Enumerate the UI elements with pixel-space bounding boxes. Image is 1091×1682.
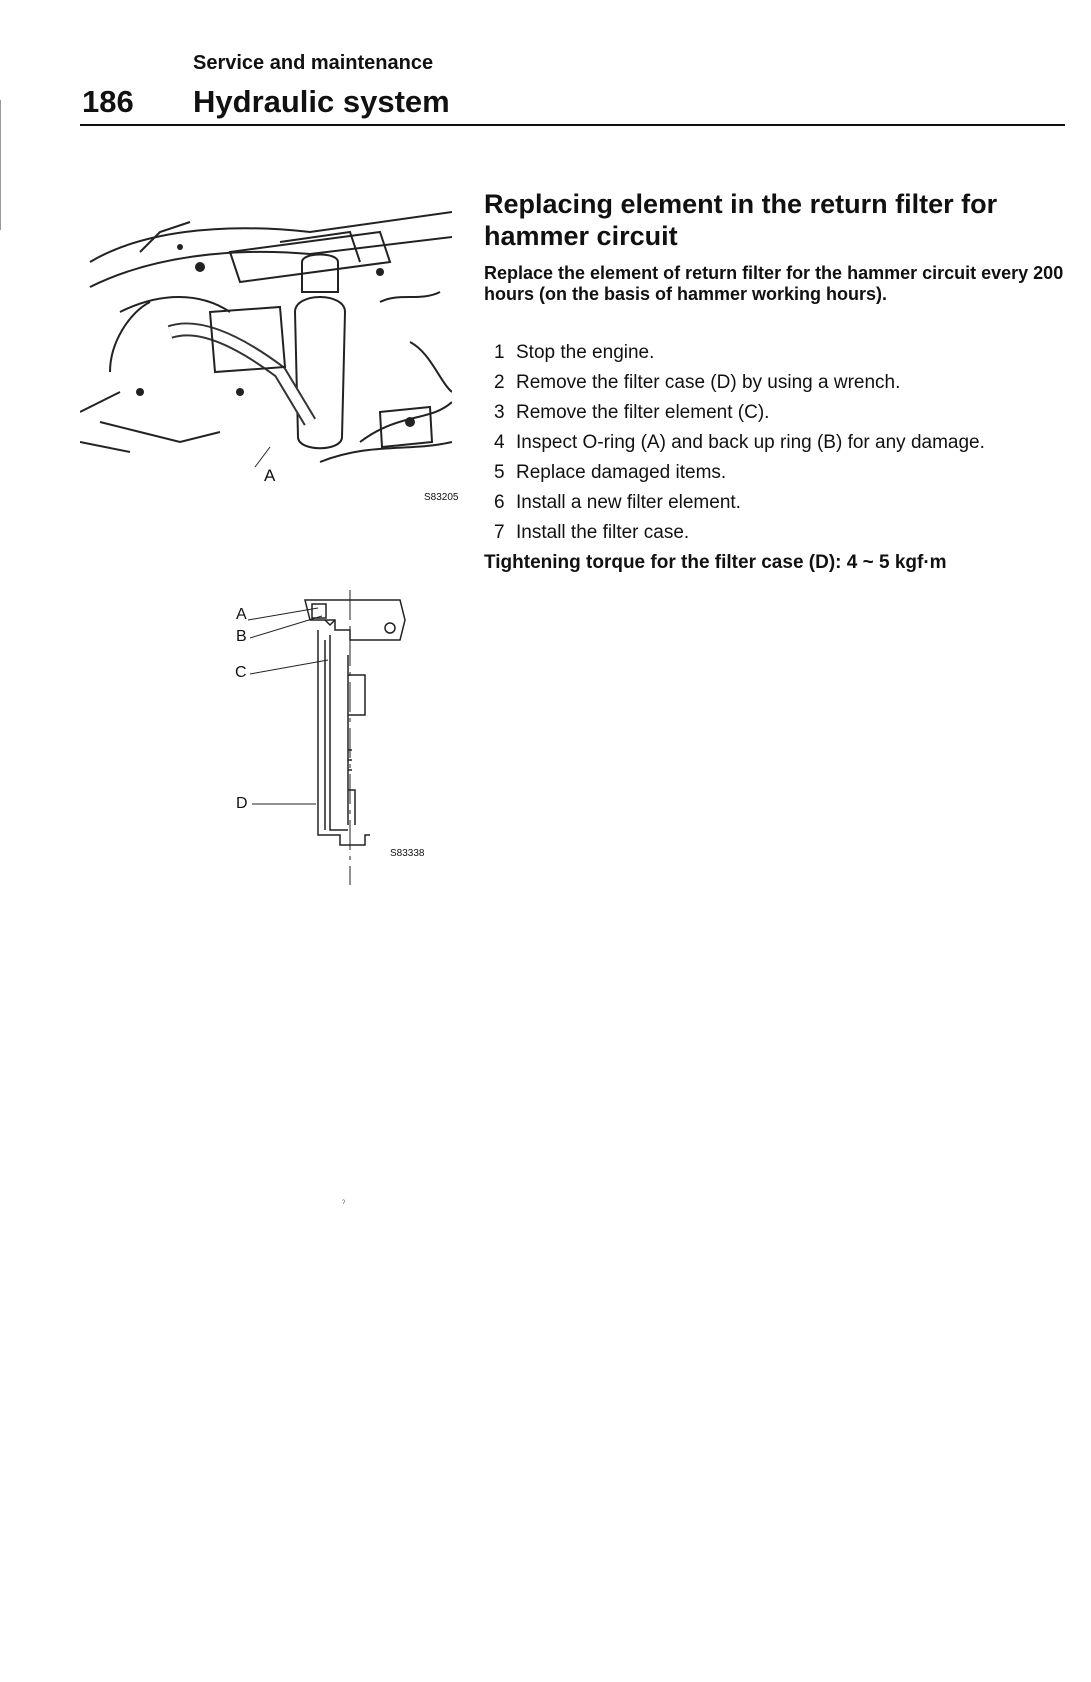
step-number: 2 [494,372,505,393]
step-item [494,518,985,548]
step-item [494,428,985,458]
step-text: Remove the filter case (D) by using a wrench. [516,372,901,393]
page-title: Hydraulic system [193,84,450,119]
step-item [494,368,985,398]
diagram-label-b: B [236,628,247,645]
step-number: 3 [494,402,505,423]
diagram-figure-code: S83338 [390,848,425,859]
filter-cross-section-diagram [230,590,430,890]
step-text: Replace damaged items. [516,462,727,483]
step-number: 7 [494,522,505,543]
photo-figure-code: S83205 [424,492,459,503]
diagram-label-c: C [235,664,247,681]
step-item [494,488,985,518]
step-text: Install the filter case. [516,522,690,543]
page-number: 186 [82,84,134,119]
procedure-steps [494,338,985,548]
step-number: 4 [494,432,505,453]
diagram-label-a: A [236,606,247,623]
scan-edge-line [0,100,1,230]
article-title: Replacing element in the return filter for hammer circuit [484,189,998,251]
step-item [494,338,985,368]
photo-label-a: A [264,466,276,485]
step-text: Remove the filter element (C). [516,402,770,423]
step-text: Inspect O-ring (A) and back up ring (B) for any damage. [516,432,985,453]
step-number: 5 [494,462,505,483]
diagram-label-d: D [236,795,248,812]
step-text: Stop the engine. [516,342,655,363]
step-text: Install a new filter element. [516,492,741,513]
section-label: Service and maintenance [193,52,434,74]
step-item [494,398,985,428]
step-item [494,458,985,488]
header-divider [80,124,1065,126]
torque-spec: Tightening torque for the filter case (D): 4 ~ 5 kgf·m [484,552,947,573]
engine-photo-illustration [80,192,452,484]
step-number: 6 [494,492,505,513]
step-number: 1 [494,342,505,363]
article-intro: Replace the element of return filter for the hammer circuit every 200 hours (on the basis of hammer working hours). [484,263,1064,304]
stray-mark: ˀ [342,1198,346,1208]
